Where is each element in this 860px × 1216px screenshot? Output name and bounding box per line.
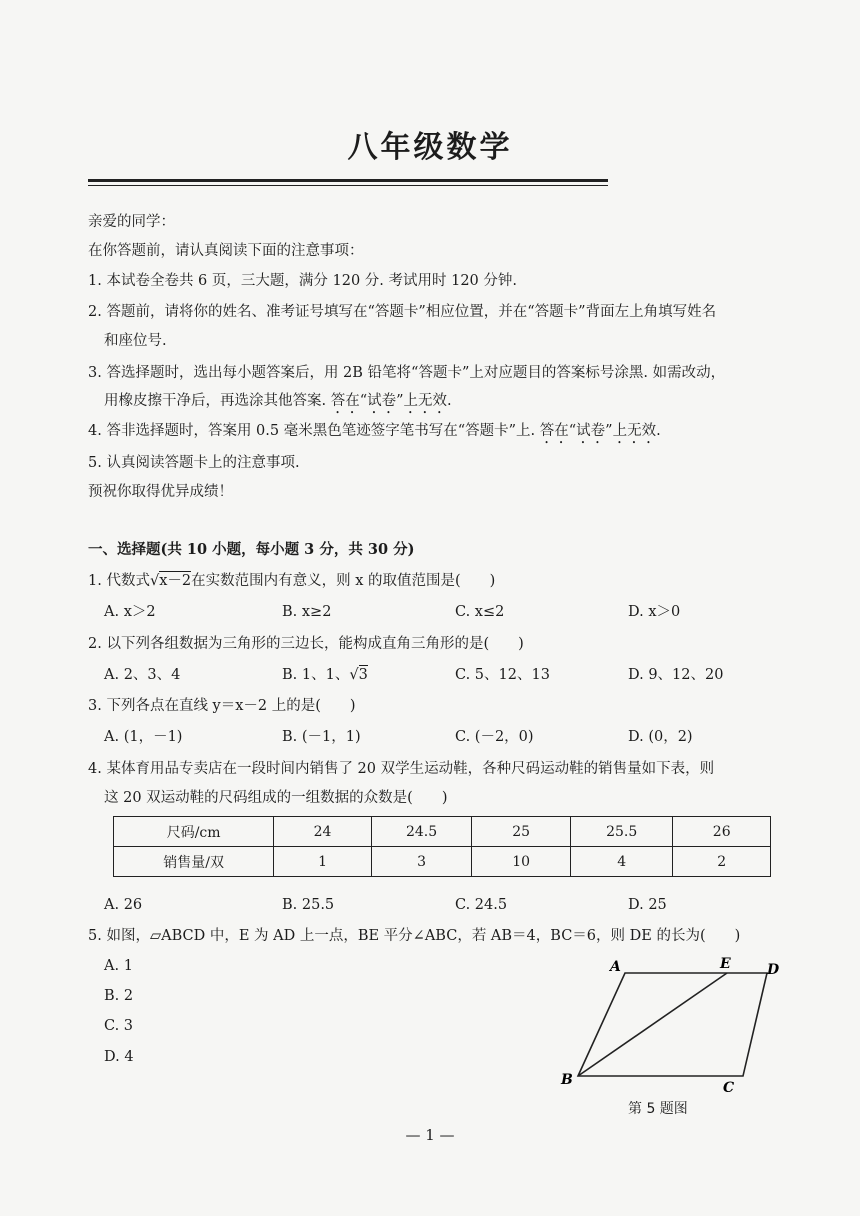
note-3-text: 用橡皮擦干净后，再选涂其他答案. xyxy=(104,393,331,409)
note-1: 1. 本试卷全卷共 6 页，三大题，满分 120 分. 考试用时 120 分钟. xyxy=(88,273,518,289)
q2-option-c: C. 5、12、13 xyxy=(455,667,550,683)
q4-option-c: C. 24.5 xyxy=(455,897,508,913)
radicand: x－2 xyxy=(159,573,192,589)
q3-option-a: A. (1，－1) xyxy=(104,729,183,745)
q1-option-d: D. x＞0 xyxy=(628,604,681,620)
note-4-emphasis: 答在“试卷”上无效 xyxy=(539,423,657,439)
intro: 在你答题前，请认真阅读下面的注意事项： xyxy=(88,243,364,259)
note-4-period: . xyxy=(656,423,661,439)
table-row xyxy=(114,847,771,877)
note-3-emphasis: 答在“试卷”上无效 xyxy=(330,393,448,409)
table-cell: 1 xyxy=(274,847,372,877)
q5-option-c: C. 3 xyxy=(104,1018,134,1034)
note-5: 5. 认真阅读答题卡上的注意事项. xyxy=(88,455,300,471)
table-header-sales: 销售量/双 xyxy=(114,847,274,877)
q5-option-d: D. 4 xyxy=(104,1049,134,1065)
table-cell: 25.5 xyxy=(570,817,673,847)
table-header-size: 尺码/cm xyxy=(114,817,274,847)
page-number: — 1 — xyxy=(405,1126,455,1144)
note-2-cont: 和座位号. xyxy=(104,333,167,349)
q5-option-a: A. 1 xyxy=(104,958,133,974)
title-rule-thin xyxy=(88,185,608,186)
table-cell: 2 xyxy=(673,847,771,877)
wish: 预祝你取得优异成绩！ xyxy=(88,484,233,500)
sqrt-symbol: √ xyxy=(149,573,160,589)
table-cell: 10 xyxy=(472,847,571,877)
q2-option-b-text: B. 1、1、 xyxy=(282,667,350,683)
q3-option-c: C. (－2，0) xyxy=(455,729,534,745)
q1-option-b: B. x≥2 xyxy=(282,604,332,620)
sqrt-symbol: √ xyxy=(349,667,359,683)
question-4-cont: 这 20 双运动鞋的尺码组成的一组数据的众数是( ) xyxy=(104,790,448,806)
table-row xyxy=(114,817,771,847)
table-cell: 4 xyxy=(570,847,673,877)
note-4 xyxy=(88,421,661,447)
q1-option-a: A. x＞2 xyxy=(104,604,156,620)
table-cell: 24 xyxy=(274,817,372,847)
q4-option-d: D. 25 xyxy=(628,897,667,913)
note-3-cont xyxy=(104,391,452,417)
note-2: 2. 答题前，请将你的姓名、准考证号填写在“答题卡”相应位置，并在“答题卡”背面左上角填写姓名 xyxy=(88,304,717,320)
question-1-post: 在实数范围内有意义，则 x 的取值范围是( ) xyxy=(191,573,496,589)
figure-caption: 第 5 题图 xyxy=(628,1101,688,1117)
table-cell: 26 xyxy=(673,817,771,847)
q3-option-b: B. (－1，1) xyxy=(282,729,361,745)
greeting: 亲爱的同学： xyxy=(88,214,175,230)
label-c: C xyxy=(723,1080,735,1096)
q2-option-d: D. 9、12、20 xyxy=(628,667,724,683)
note-3-period: . xyxy=(447,393,452,409)
note-3: 3. 答选择题时，选出每小题答案后，用 2B 铅笔将“答题卡”上对应题目的答案标号涂黑. 如需改动， xyxy=(88,365,726,381)
q4-option-a: A. 26 xyxy=(104,897,143,913)
shoe-size-table xyxy=(113,816,771,877)
parallelogram-figure xyxy=(555,952,795,1097)
q1-option-c: C. x≤2 xyxy=(455,604,505,620)
section-1-heading: 一、选择题(共 10 小题，每小题 3 分，共 30 分) xyxy=(88,541,415,558)
note-4-text: 4. 答非选择题时，答案用 0.5 毫米黑色笔迹签字笔书写在“答题卡”上. xyxy=(88,423,540,439)
q2-option-b xyxy=(282,665,368,685)
question-1-pre: 1. 代数式 xyxy=(88,573,150,589)
page-title: 八年级数学 xyxy=(347,130,513,165)
segment-be xyxy=(578,973,727,1076)
label-b: B xyxy=(561,1072,573,1088)
question-1 xyxy=(88,571,495,591)
table-cell: 3 xyxy=(371,847,472,877)
question-5: 5. 如图，▱ABCD 中，E 为 AD 上一点，BE 平分∠ABC，若 AB＝4，BC＝6，则 DE 的长为( ) xyxy=(88,928,741,944)
label-e: E xyxy=(720,956,731,972)
q5-option-b: B. 2 xyxy=(104,988,134,1004)
radicand: 3 xyxy=(358,667,368,683)
question-4: 4. 某体育用品专卖店在一段时间内销售了 20 双学生运动鞋，各种尺码运动鞋的销售量如下表，则 xyxy=(88,761,715,777)
q3-option-d: D. (0，2) xyxy=(628,729,693,745)
parallelogram-abcd xyxy=(578,973,767,1076)
label-d: D xyxy=(767,962,780,978)
table-cell: 25 xyxy=(472,817,571,847)
table-cell: 24.5 xyxy=(371,817,472,847)
question-2: 2. 以下列各组数据为三角形的三边长，能构成直角三角形的是( ) xyxy=(88,636,524,652)
label-a: A xyxy=(610,959,621,975)
q4-option-b: B. 25.5 xyxy=(282,897,335,913)
title-rule-thick xyxy=(88,179,608,182)
q2-option-a: A. 2、3、4 xyxy=(104,667,181,683)
question-3: 3. 下列各点在直线 y＝x－2 上的是( ) xyxy=(88,698,356,714)
